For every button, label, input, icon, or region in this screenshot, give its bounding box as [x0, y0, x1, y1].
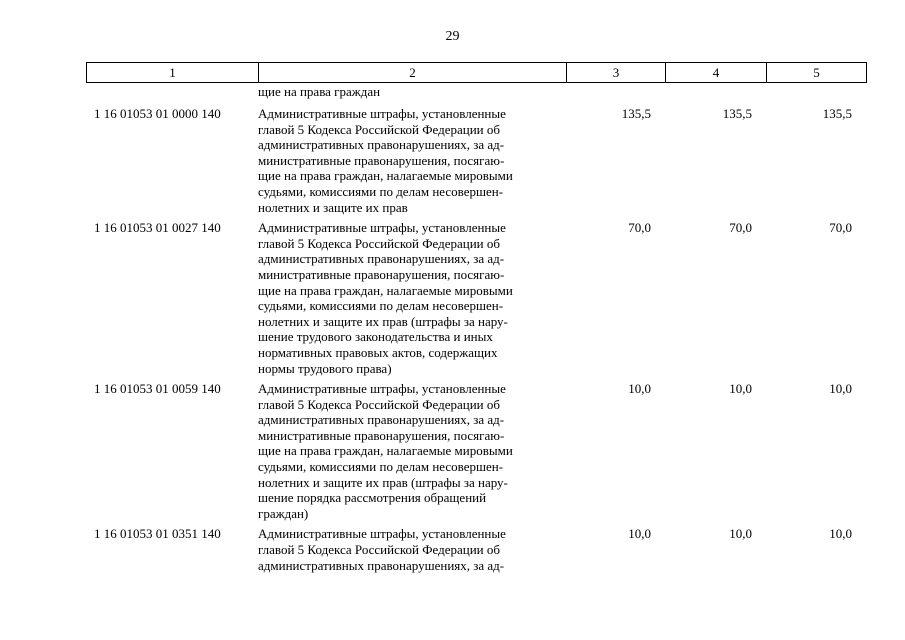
amount-col-4: 10,0	[729, 526, 752, 542]
amount-col-4: 10,0	[729, 381, 752, 397]
description-line: щие на права граждан, налагаемые мировыми	[258, 282, 513, 298]
description-line: административных правонарушениях, за ад-	[258, 412, 505, 428]
amount-col-3: 70,0	[628, 220, 651, 236]
column-header-5: 5	[767, 63, 867, 83]
column-header-2: 2	[259, 63, 567, 83]
description-line: нормативных правовых актов, содержащих	[258, 344, 498, 360]
description-line: министративные правонарушения, посягаю-	[258, 266, 505, 282]
description-line: Административные штрафы, установленные	[258, 220, 506, 236]
description-line: главой 5 Кодекса Российской Федерации об	[258, 396, 500, 412]
description-line: административных правонарушениях, за ад-	[258, 557, 505, 573]
amount-col-4: 135,5	[722, 106, 752, 121]
description-line: граждан)	[258, 505, 309, 521]
amount-col-3: 10,0	[628, 526, 651, 542]
description-line: главой 5 Кодекса Российской Федерации об	[258, 235, 500, 251]
amount-col-5: 70,0	[829, 220, 852, 236]
description-line: нолетних и защите их прав	[258, 199, 408, 215]
budget-code: 1 16 01053 01 0000 140	[94, 106, 221, 121]
budget-code: 1 16 01053 01 0027 140	[94, 220, 221, 236]
amount-col-5: 135,5	[822, 106, 852, 121]
description-line: главой 5 Кодекса Российской Федерации об	[258, 542, 500, 558]
amount-col-5: 10,0	[829, 526, 852, 542]
description-line: Административные штрафы, установленные	[258, 106, 506, 121]
amount-col-4: 70,0	[729, 220, 752, 236]
description-line: министративные правонарушения, посягаю-	[258, 427, 505, 443]
amount-col-5: 10,0	[829, 381, 852, 397]
budget-rows	[86, 106, 866, 578]
amount-col-3: 135,5	[621, 106, 651, 121]
revenue-description	[258, 220, 558, 376]
description-line: административных правонарушениях, за ад-	[258, 137, 505, 153]
column-header-row	[87, 63, 867, 83]
description-line: Административные штрафы, установленные	[258, 526, 506, 542]
revenue-description	[258, 106, 558, 215]
description-line: судьями, комиссиями по делам несовершен-	[258, 459, 504, 475]
budget-code: 1 16 01053 01 0351 140	[94, 526, 221, 542]
column-header-3: 3	[567, 63, 666, 83]
table-row	[86, 526, 866, 573]
column-header-4: 4	[666, 63, 767, 83]
table-row	[86, 381, 866, 521]
description-line: шение трудового законодательства и иных	[258, 329, 493, 345]
description-line: щие на права граждан, налагаемые мировыми	[258, 168, 513, 184]
column-header-1: 1	[87, 63, 259, 83]
page-number: 29	[445, 29, 460, 44]
column-header-table	[86, 62, 867, 83]
description-line: Административные штрафы, установленные	[258, 381, 506, 397]
description-line: нормы трудового права)	[258, 360, 392, 376]
description-line: административных правонарушениях, за ад-	[258, 251, 505, 267]
carry-over-text: щие на права граждан	[258, 84, 381, 99]
table-row	[86, 106, 866, 215]
description-line: нолетних и защите их прав (штрафы за нару-	[258, 474, 508, 490]
description-line: судьями, комиссиями по делам несовершен-	[258, 298, 504, 314]
description-line: судьями, комиссиями по делам несовершен-	[258, 183, 504, 199]
budget-code: 1 16 01053 01 0059 140	[94, 381, 221, 397]
table-row	[86, 220, 866, 376]
revenue-description	[258, 381, 558, 521]
description-line: щие на права граждан, налагаемые мировыми	[258, 443, 513, 459]
description-line: главой 5 Кодекса Российской Федерации об	[258, 121, 500, 137]
description-line: министративные правонарушения, посягаю-	[258, 152, 505, 168]
amount-col-3: 10,0	[628, 381, 651, 397]
description-line: нолетних и защите их прав (штрафы за нару-	[258, 313, 508, 329]
description-line: шение порядка рассмотрения обращений	[258, 490, 487, 506]
revenue-description	[258, 526, 558, 573]
